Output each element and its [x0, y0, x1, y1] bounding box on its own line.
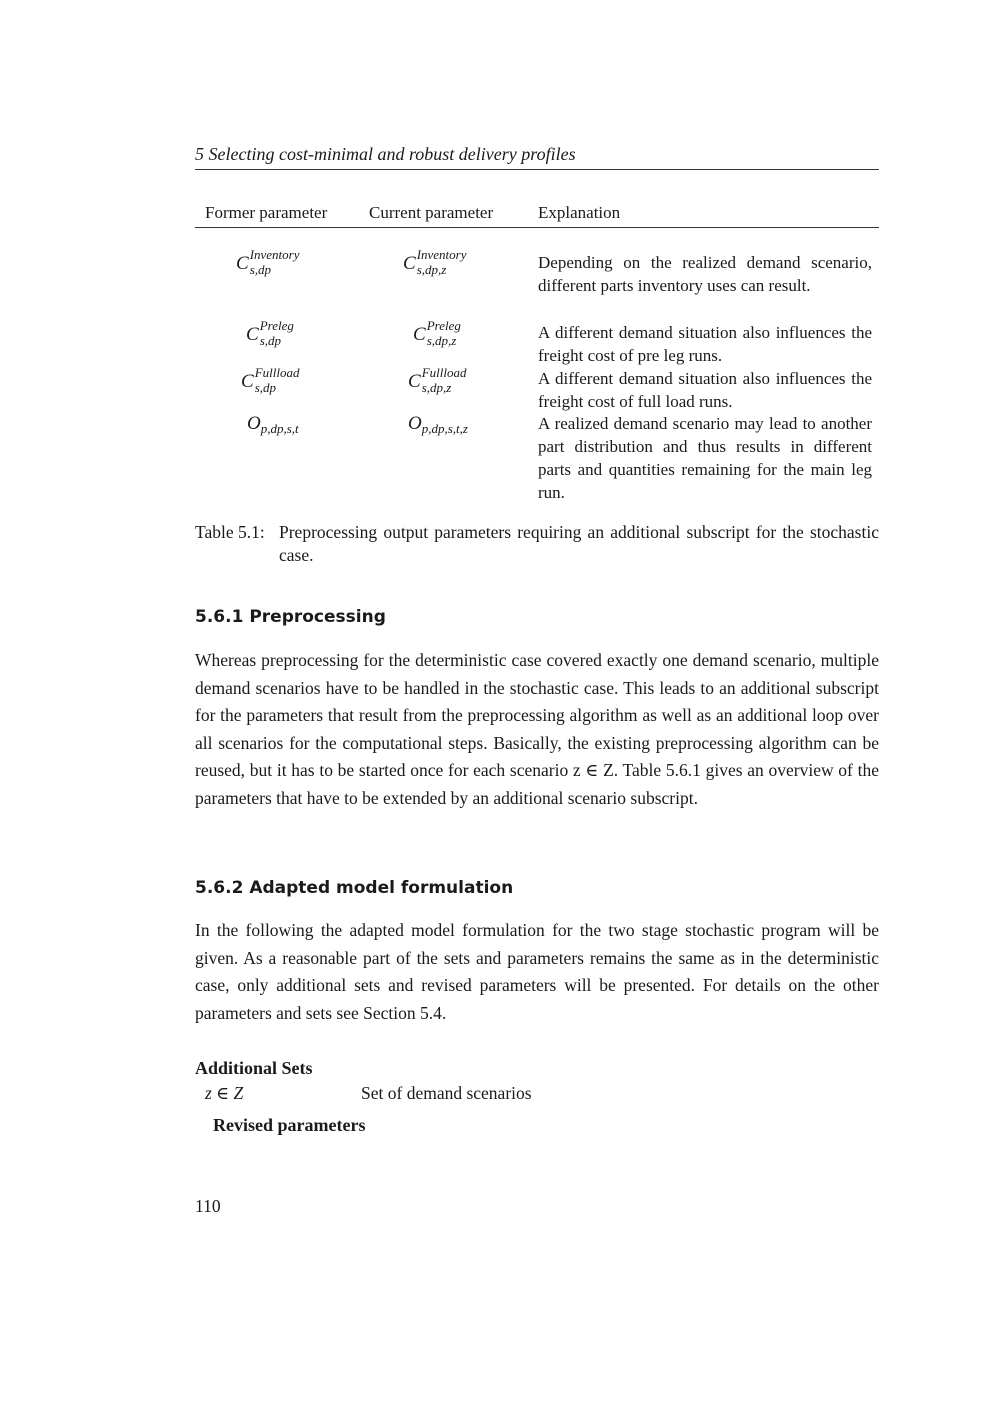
explanation-o: A realized demand scenario may lead to another part distribution and thus results in different parts and quantities remaining for the main leg run. [538, 414, 872, 502]
explanation-inventory: Depending on the realized demand scenario, different parts inventory uses can result. [538, 253, 872, 295]
former-param-fullload: C Fullload s,dp [241, 365, 300, 395]
table-header-explanation: Explanation [538, 203, 621, 222]
additional-sets-heading: Additional Sets [195, 1058, 313, 1078]
section-heading-adapted-model: 5.6.2 Adapted model formulation [195, 878, 514, 898]
explanation-preleg: A different demand situation also influences the freight cost of pre leg runs. [538, 323, 872, 365]
running-head: 5 Selecting cost-minimal and robust delivery profiles [195, 144, 576, 164]
section-heading-preprocessing: 5.6.1 Preprocessing [195, 607, 386, 627]
preprocessing-paragraph: Whereas preprocessing for the deterministic case covered exactly one demand scenario, multiple demand scenarios have to be handled in the stochastic case. This leads to an additional subscript for the parameters that result from the preprocessing algorithm as well as an additional loop over all scenarios for the computational steps. Basically, the existing preprocessing algorithm can be reused, but it has to be started once for each scenario z ∈ Z. Table 5.6.1 gives an overview of the parameters that have to be extended by an additional scenario subscript. [195, 650, 879, 808]
former-param-inventory: C Inventory s,dp [236, 247, 300, 277]
table-header-former: Former parameter [205, 203, 328, 222]
header-rule [195, 169, 879, 170]
former-param-o: $O_{p,dp,s,t}$ [247, 413, 299, 436]
current-param-fullload: C Fullload s,dp,z [408, 365, 467, 395]
table-header-rule [195, 227, 879, 228]
explanation-fullload: A different demand situation also influences the freight cost of full load runs. [538, 369, 872, 411]
current-param-o: $O_{p,dp,s,t,z}$ [408, 413, 468, 436]
revised-parameters-heading: Revised parameters [213, 1115, 366, 1135]
adapted-model-paragraph: In the following the adapted model formulation for the two stage stochastic program will be given. As a reasonable part of the sets and parameters remains the same as in the deterministic case, only additional sets and revised parameters will be presented. For details on the other parameters and sets see Section 5.4. [195, 920, 879, 1023]
current-param-inventory: C Inventory s,dp,z [403, 247, 467, 277]
table-caption-label: Table 5.1: [195, 522, 265, 542]
table-caption [195, 521, 879, 567]
former-param-preleg: C Preleg s,dp [246, 318, 294, 348]
set-description: Set of demand scenarios [361, 1083, 532, 1103]
current-param-preleg: C Preleg s,dp,z [413, 318, 461, 348]
table-caption-text: Preprocessing output parameters requiring an additional subscript for the stochastic case. [279, 522, 879, 565]
table-header-current: Current parameter [369, 203, 494, 222]
page-number: 110 [195, 1196, 221, 1216]
set-symbol: z ∈ Z [205, 1083, 244, 1103]
